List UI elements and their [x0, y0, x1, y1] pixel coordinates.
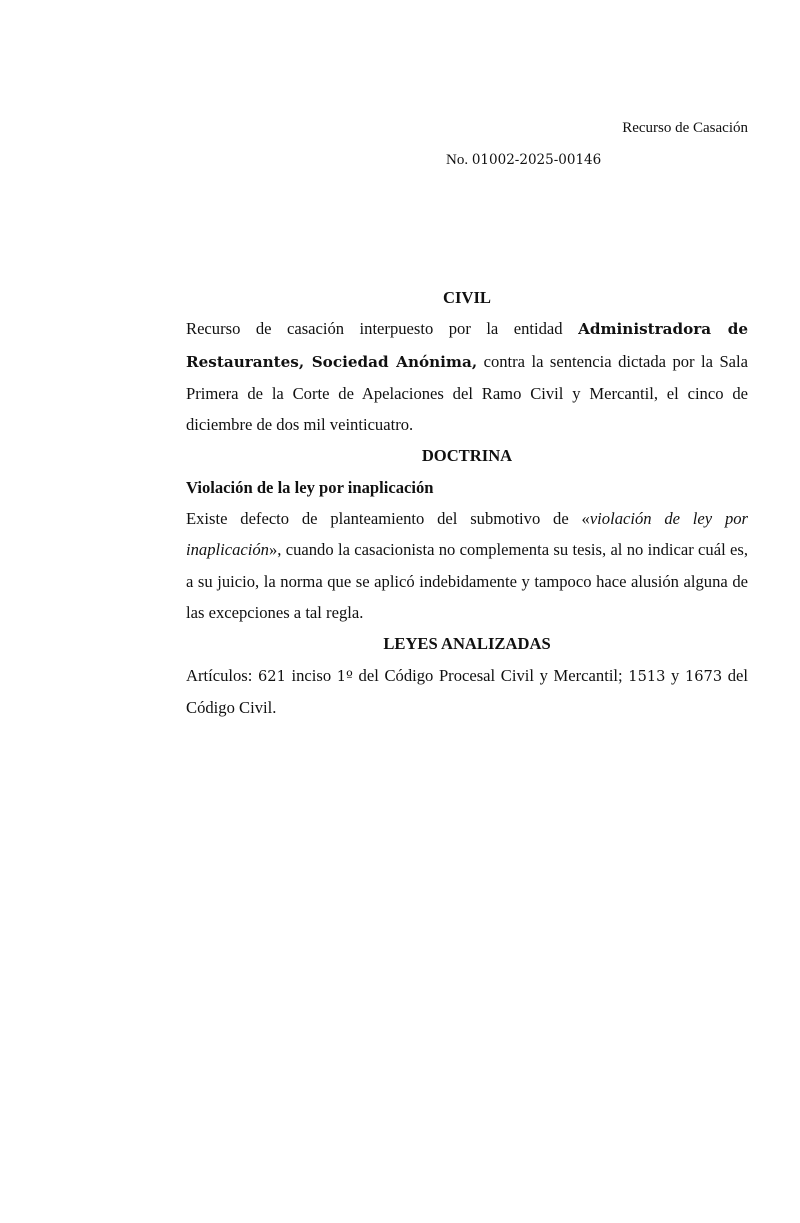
leyes-heading: LEYES ANALIZADAS: [383, 634, 551, 654]
leyes-num-3: 1513: [628, 667, 666, 685]
case-type-label: Recurso de Casación: [622, 120, 748, 136]
doctrina-heading: DOCTRINA: [421, 446, 513, 466]
party-name: Administradora de Restaurantes, Sociedad Anónima,: [186, 320, 748, 371]
civil-text-before: Recurso de casación interpuesto por la entidad: [186, 319, 579, 339]
case-number-prefix: No.: [446, 152, 472, 168]
leyes-num-2: 1º: [336, 667, 353, 685]
civil-text-after: contra la sentencia dictada por la Sala Primera de la Corte de Apelaciones del Ramo Civil y Mercantil, el cinco de diciembre de dos mil veinticuatro.: [186, 351, 749, 435]
leyes-num-1: 621: [258, 667, 286, 685]
leyes-text-4: del Código Civil.: [186, 665, 749, 717]
leyes-text-2: del Código Procesal Civil y Mercantil;: [352, 665, 629, 685]
leyes-label: Artículos:: [186, 665, 258, 685]
doctrina-subheading: Violación de la ley por inaplicación: [186, 477, 434, 497]
civil-summary: [186, 313, 748, 440]
civil-heading: CIVIL: [443, 288, 491, 307]
doctrina-italic-term: violación de ley por inaplicación: [186, 509, 748, 560]
leyes-text-1: inciso: [285, 665, 337, 685]
leyes-num-4: 1673: [684, 667, 723, 685]
doctrina-text: [186, 503, 748, 628]
case-number-value: 01002-2025-00146: [471, 152, 602, 168]
case-number-label: [446, 150, 601, 170]
leyes-text: [186, 660, 748, 724]
document-body: [186, 282, 748, 723]
doctrina-text-after: », cuando la casacionista no complementa su tesis, al no indicar cuál es, a su juicio, la norma que se aplicó indebidamente y tampoco hace alusión alguna de las excepciones a tal regla.: [186, 540, 748, 622]
leyes-text-3: y: [665, 665, 685, 685]
doctrina-text-before: Existe defecto de planteamiento del submotivo de «: [186, 509, 590, 529]
